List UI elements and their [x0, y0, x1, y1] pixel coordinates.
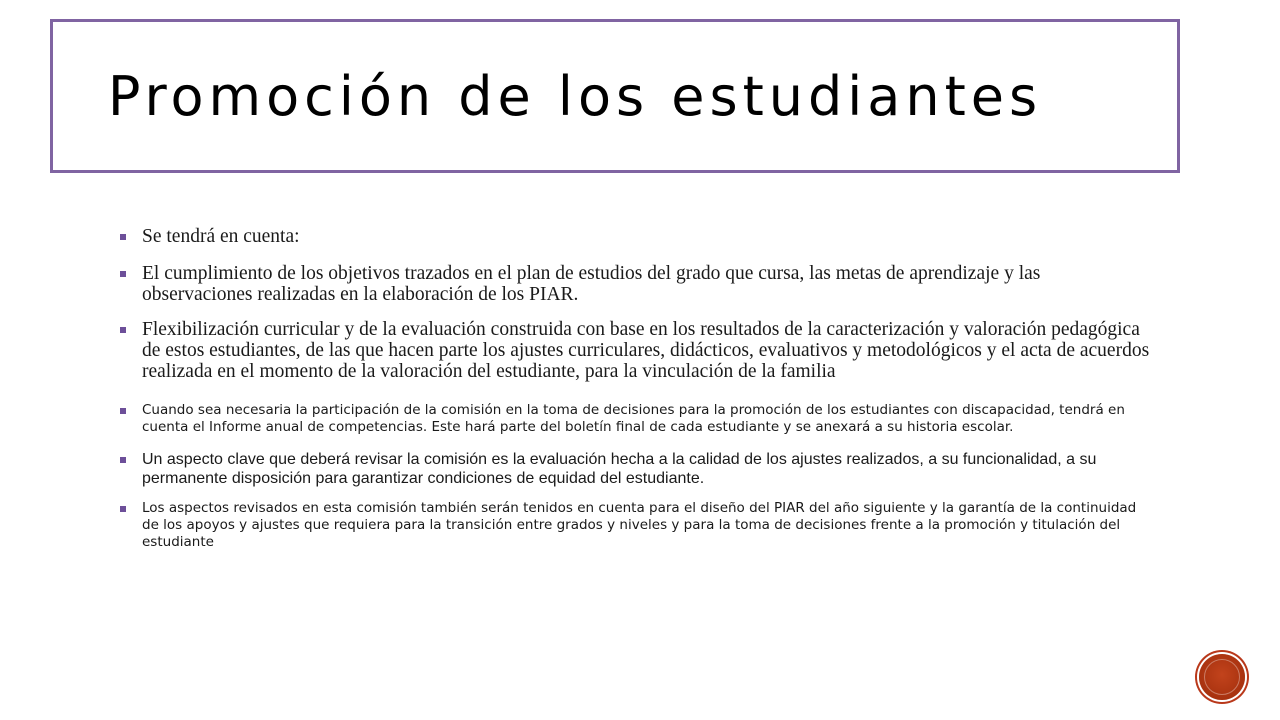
square-bullet-icon — [120, 234, 126, 240]
square-bullet-icon — [120, 506, 126, 512]
title-box — [50, 19, 1180, 173]
bullet-text: El cumplimiento de los objetivos trazados en el plan de estudios del grado que cursa, las metas de aprendizaje y las observaciones realizadas en la elaboración de los PIAR. — [142, 263, 1041, 305]
square-bullet-icon — [120, 457, 126, 463]
square-bullet-icon — [120, 327, 126, 333]
bullet-text: Los aspectos revisados en esta comisión también serán tenidos en cuenta para el diseño del PIAR del año siguiente y la garantía de la continuidad de los apoyos y ajustes que requiera para la transición entre grados y niveles y para la toma de decisiones frente a la promoción y titulación del estudiante — [142, 500, 1137, 550]
list-item — [120, 402, 1150, 436]
bullet-list — [120, 226, 1150, 565]
square-bullet-icon — [120, 271, 126, 277]
list-item — [120, 450, 1150, 488]
slide-nav-circle-icon[interactable] — [1199, 654, 1245, 700]
square-bullet-icon — [120, 408, 126, 414]
nav-circle-inner-ring — [1204, 659, 1240, 695]
list-item — [120, 319, 1150, 382]
bullet-text: Un aspecto clave que deberá revisar la comisión es la evaluación hecha a la calidad de los ajustes realizados, a su funcionalidad, a su permanente disposición para garantizar condiciones de equidad del estudiante. — [142, 451, 1097, 487]
list-item — [120, 226, 1150, 247]
list-item — [120, 263, 1150, 305]
bullet-text: Flexibilización curricular y de la evaluación construida con base en los resultados de la caracterización y valoración pedagógica de estos estudiantes, de las que hacen parte los ajustes curriculares, didácticos, evaluativos y metodológicos y el acta de acuerdos realizada en el momento de la valoración del estudiante, para la vinculación de la familia — [142, 319, 1150, 382]
bullet-text: Se tendrá en cuenta: — [142, 226, 300, 247]
bullet-text: Cuando sea necesaria la participación de la comisión en la toma de decisiones para la promoción de los estudiantes con discapacidad, tendrá en cuenta el Informe anual de competencias. Este hará parte del boletín final de cada estudiante y se anexará a su historia escolar. — [142, 402, 1125, 435]
slide-title: Promoción de los estudiantes — [107, 65, 1043, 128]
list-item — [120, 500, 1150, 551]
